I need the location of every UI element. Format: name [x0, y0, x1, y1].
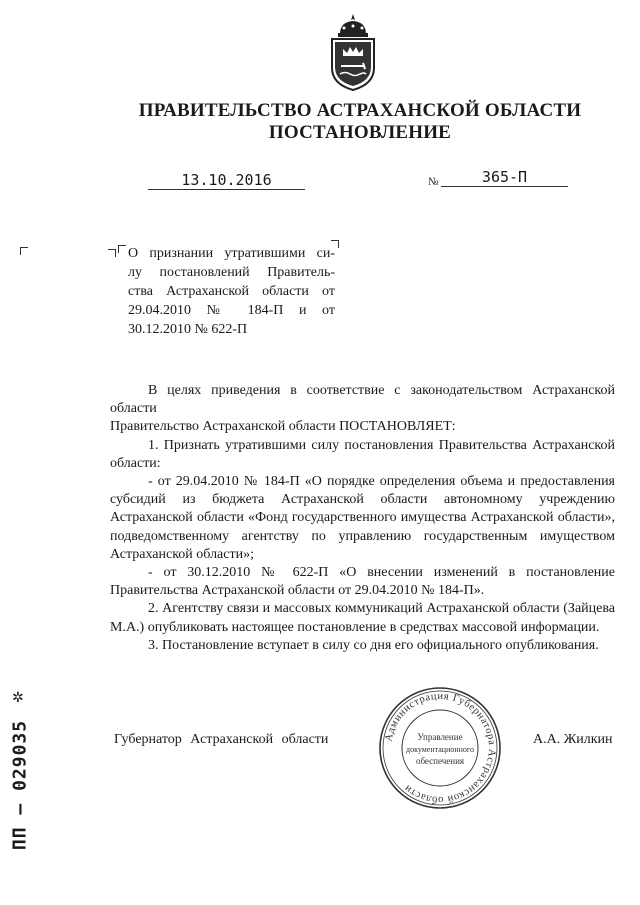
document-number: 365-П [441, 168, 568, 187]
subject-line: О признании утратившими си- [128, 246, 335, 261]
subject-line: 29.04.2010 № 184-П и от [128, 303, 335, 318]
government-title: ПРАВИТЕЛЬСТВО АСТРАХАНСКОЙ ОБЛАСТИ [138, 100, 582, 121]
serial-star-icon: ✲ [12, 691, 24, 706]
item-1-subitem-2: - от 30.12.2010 № 622-П «О внесении изменений в постановление Правительства Астраханской области от 29.04.2010 № 184-П». [110, 565, 615, 599]
svg-text:документационного: документационного [406, 745, 474, 754]
subject-line: лу постановлений Правитель- [128, 265, 335, 280]
item-3-paragraph: 3. Постановление вступает в силу со дня его официального опубликования. [148, 637, 599, 653]
item-2-paragraph: 2. Агентству связи и массовых коммуникаций Астраханской области (Зайцева М.А.) опубликовать настоящее постановление в средствах массовой информации. [110, 601, 615, 635]
subject-line: 30.12.2010 № 622-П [128, 322, 248, 337]
document-type-title: ПОСТАНОВЛЕНИЕ [268, 122, 452, 143]
subject-line: ства Астраханской области от [128, 284, 335, 299]
number-sign: № [428, 176, 439, 188]
document-subject [128, 244, 335, 339]
coat-of-arms-icon [326, 12, 380, 92]
document-body [110, 382, 615, 655]
preamble-paragraph: В целях приведения в соответствие с законодательством Астраханской области [110, 383, 615, 417]
signatory-title: Губернатор Астраханской области [114, 732, 329, 747]
margin-corner-mark [20, 247, 28, 255]
item-1-paragraph: 1. Признать утратившими силу постановления Правительства Астраханской области: [110, 437, 615, 471]
subject-corner-mark-left-inner [118, 245, 126, 253]
document-date: 13.10.2016 [148, 171, 305, 190]
svg-text:Управление: Управление [417, 732, 463, 742]
svg-text:обеспечения: обеспечения [415, 756, 465, 766]
form-serial-number: ПП – 029035 [9, 719, 31, 851]
subject-corner-mark-left [108, 249, 116, 257]
item-1-subitem-1: - от 29.04.2010 № 184-П «О порядке определения объема и предоставления субсидий из бюджета Астраханской области автономному учреждению Астраханской области «Фонд государственного имущества Астраханской области», подведомственному агентству по управлению государственным имуществом Астраханской области»; [110, 474, 615, 562]
official-stamp [378, 686, 502, 810]
resolution-clause: Правительство Астраханской области ПОСТАНОВЛЯЕТ: [110, 419, 456, 435]
signatory-name: А.А. Жилкин [533, 732, 613, 747]
svg-text:Администрация Губернатора Астр: Администрация Губернатора Астраханской области [383, 690, 498, 806]
